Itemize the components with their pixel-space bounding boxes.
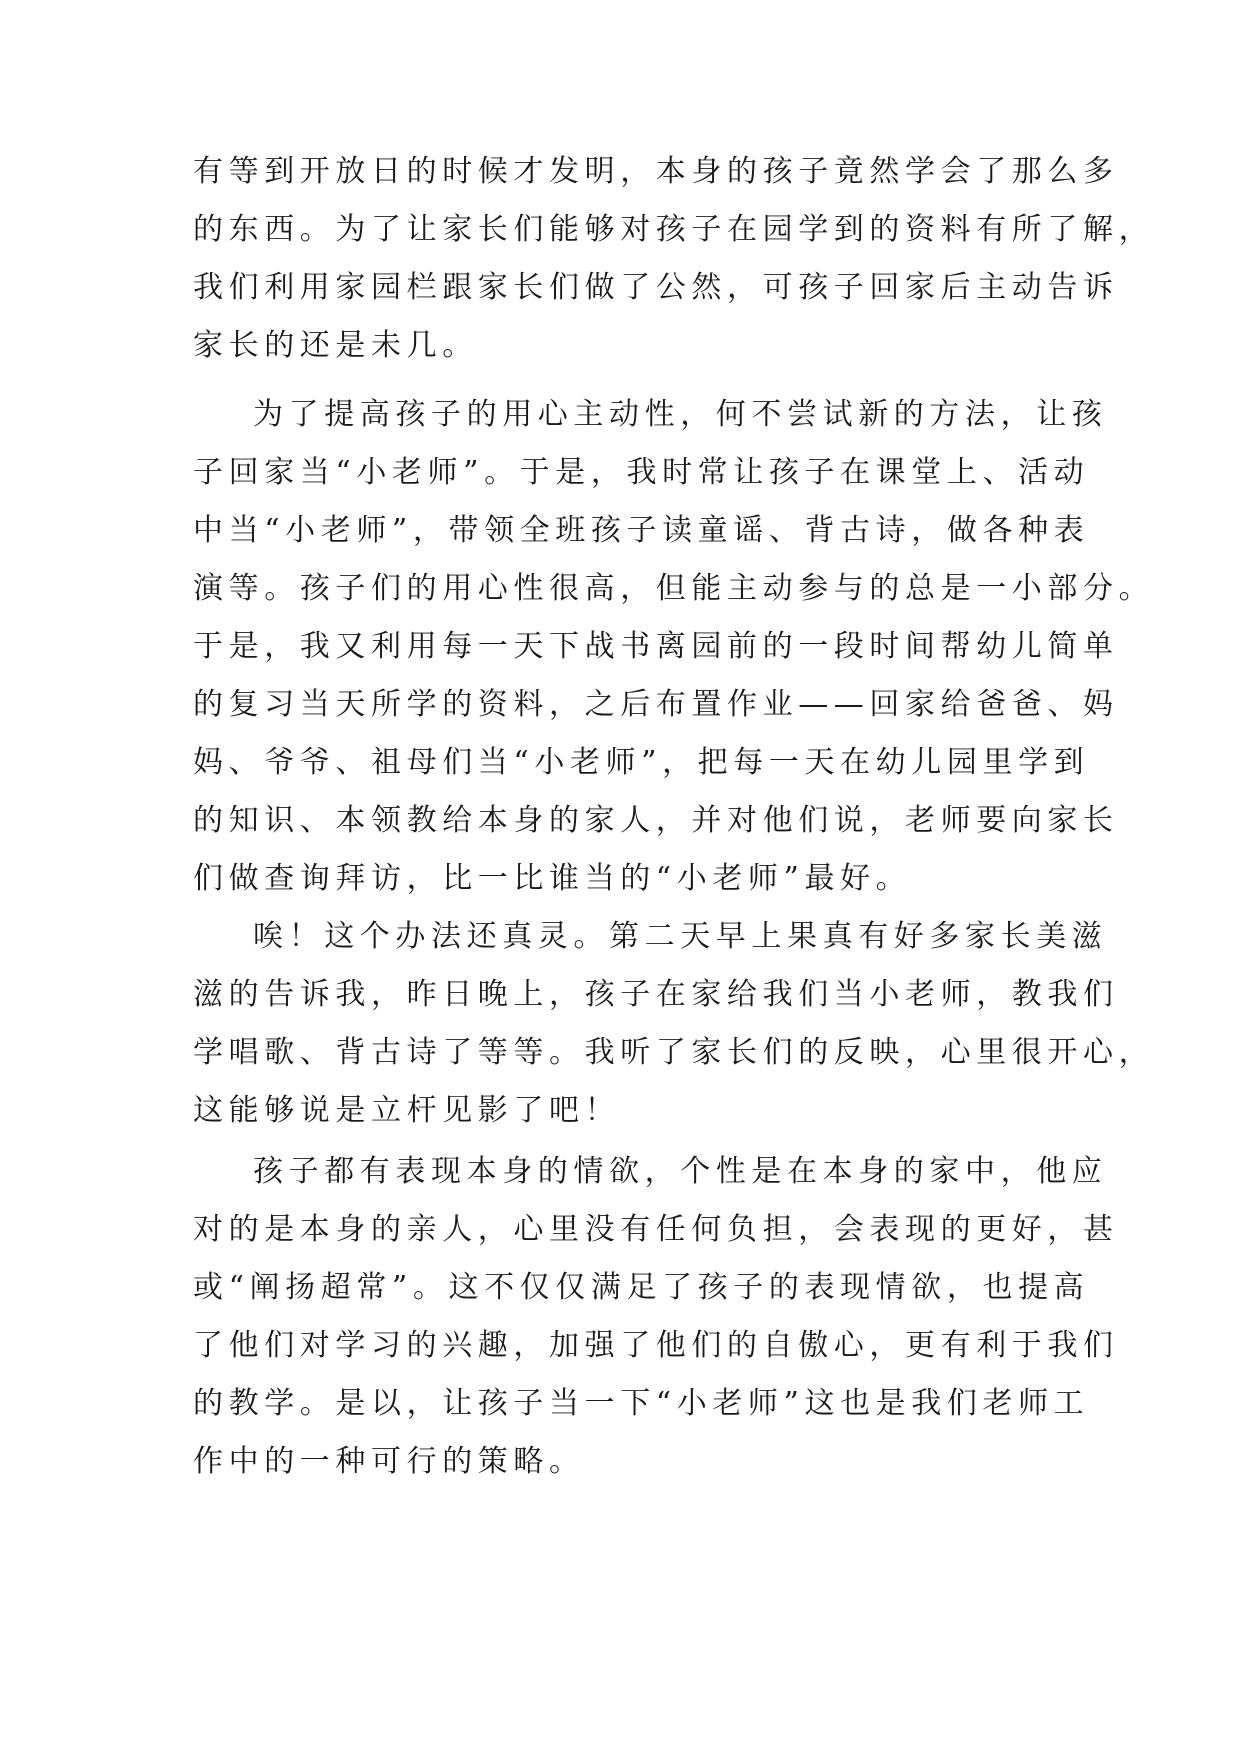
text-line: 的东西。为了让家长们能够对孩子在园学到的资料有所了解， (193, 212, 1155, 247)
text-line: 了他们对学习的兴趣，加强了他们的自傲心，更有利于我们 (193, 1328, 1119, 1363)
text-line: 学唱歌、背古诗了等等。我听了家长们的反映，心里很开心， (193, 1035, 1155, 1070)
text-line: 妈、爷爷、祖母们当“小老师”，把每一天在幼儿园里学到 (193, 745, 1090, 780)
text-line: 于是，我又利用每一天下战书离园前的一段时间帮幼儿简单 (193, 629, 1119, 664)
text-line: 子回家当“小老师”。于是，我时常让孩子在课堂上、活动 (193, 455, 1090, 490)
text-line: 有等到开放日的时候才发明，本身的孩子竟然学会了那么多 (193, 154, 1119, 189)
text-line: 演等。孩子们的用心性很高，但能主动参与的总是一小部分。 (193, 571, 1155, 606)
text-line: 家长的还是未几。 (193, 328, 478, 363)
text-line: 我们利用家园栏跟家长们做了公然，可孩子回家后主动告诉 (193, 270, 1119, 305)
text-line: 的教学。是以，让孩子当一下“小老师”这也是我们老师工 (193, 1386, 1090, 1421)
text-line: 滋的告诉我，昨日晚上，孩子在家给我们当小老师，教我们 (193, 977, 1119, 1012)
paragraph-first-line: 为了提高孩子的用心主动性，何不尝试新的方法，让孩 (253, 397, 1108, 432)
paragraph-first-line: 孩子都有表现本身的情欲，个性是在本身的家中，他应 (253, 1154, 1108, 1189)
text-line: 的复习当天所学的资料，之后布置作业——回家给爸爸、妈 (193, 687, 1119, 722)
text-line: 的知识、本领教给本身的家人，并对他们说，老师要向家长 (193, 803, 1119, 838)
text-line: 们做查询拜访，比一比谁当的“小老师”最好。 (193, 861, 912, 896)
text-line: 或“阐扬超常”。这不仅仅满足了孩子的表现情欲，也提高 (193, 1270, 1090, 1305)
text-line: 中当“小老师”，带领全班孩子读童谣、背古诗，做各种表 (193, 513, 1090, 548)
text-line: 作中的一种可行的策略。 (193, 1444, 585, 1479)
paragraph-first-line: 唉！这个办法还真灵。第二天早上果真有好多家长美滋 (253, 919, 1108, 954)
text-line: 对的是本身的亲人，心里没有任何负担，会表现的更好，甚 (193, 1212, 1119, 1247)
text-line: 这能够说是立杆见影了吧！ (193, 1093, 621, 1128)
